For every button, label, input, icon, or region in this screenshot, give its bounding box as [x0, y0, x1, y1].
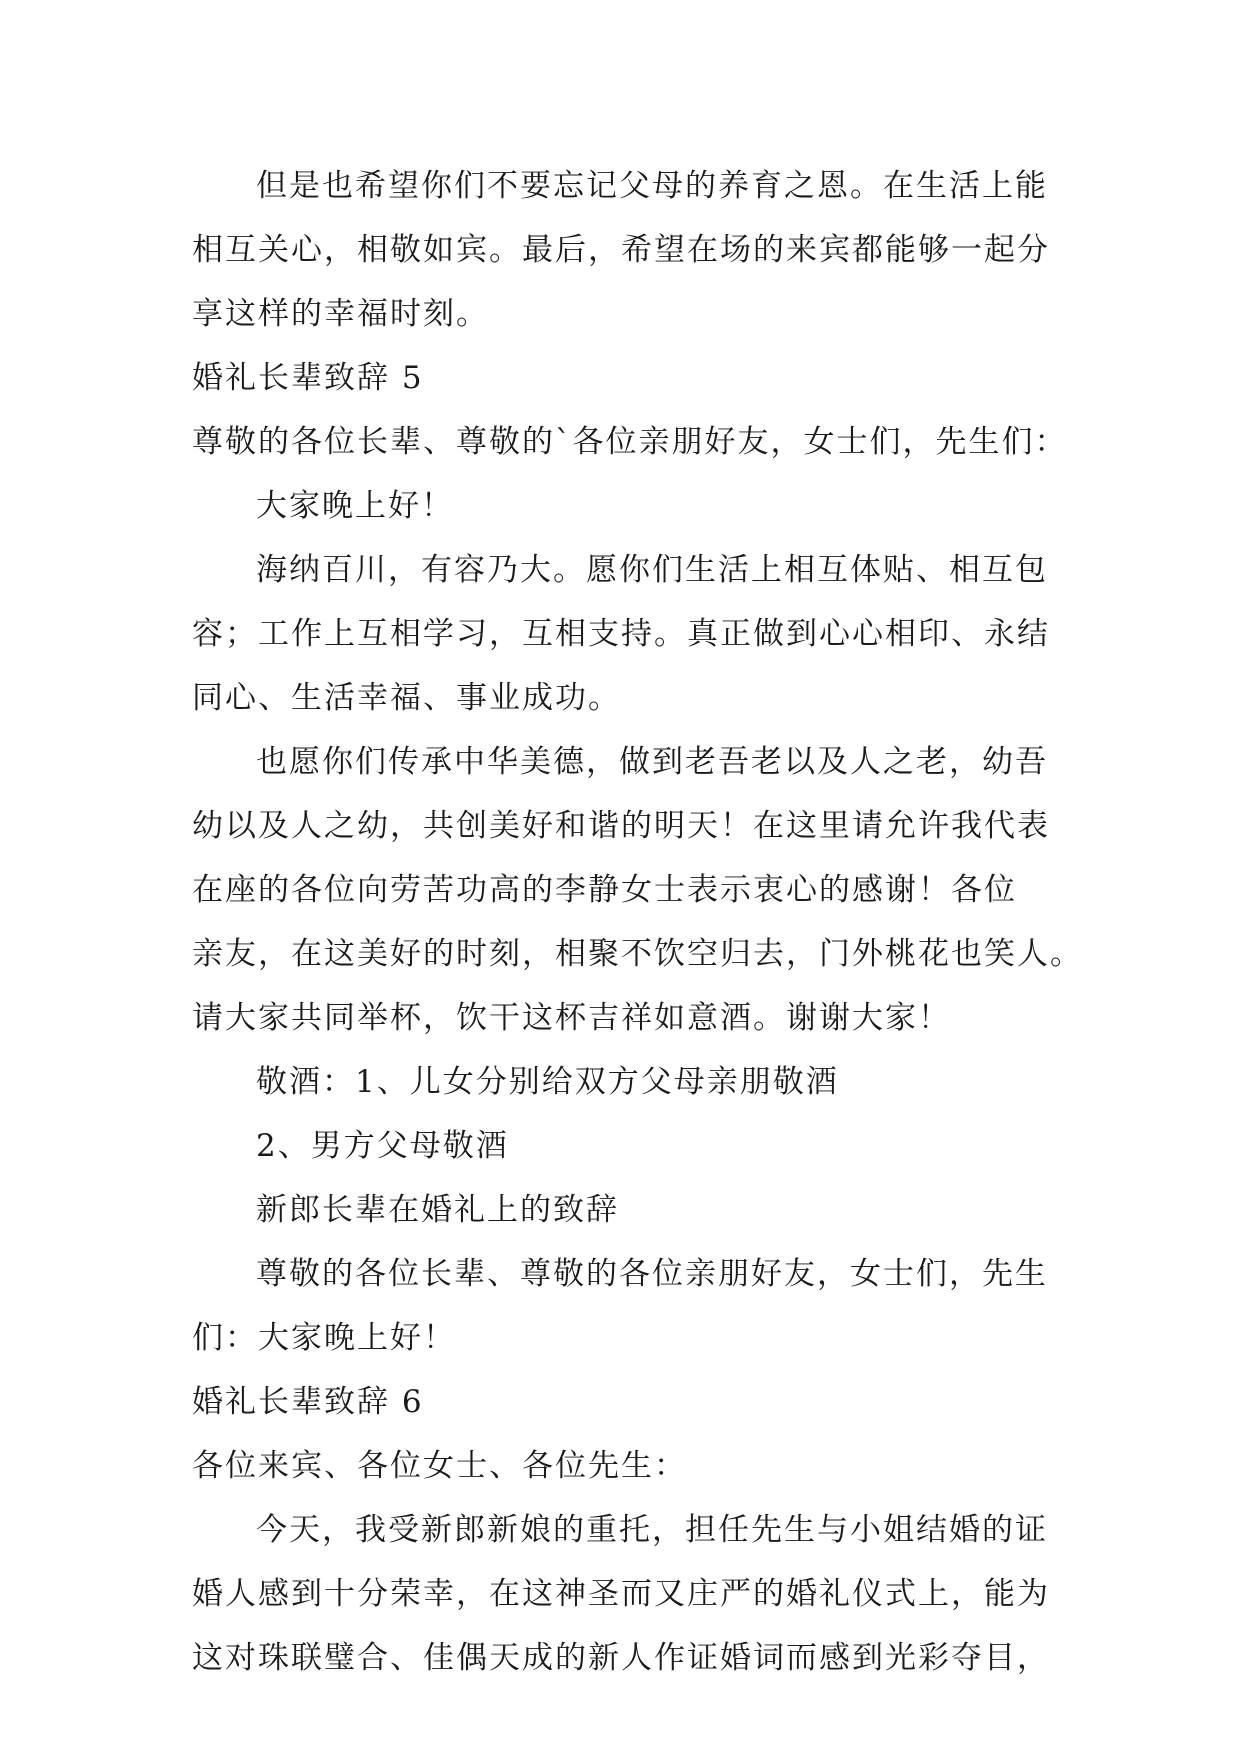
paragraph-line: 今天，我受新郎新娘的重托，担任先生与小姐结婚的证 — [256, 1512, 1048, 1548]
paragraph-line: 这对珠联璧合、佳偶天成的新人作证婚词而感到光彩夺目， — [192, 1640, 1050, 1676]
paragraph-line: 请大家共同举杯，饮干这杯吉祥如意酒。谢谢大家！ — [192, 1000, 951, 1036]
paragraph-line: 同心、生活幸福、事业成功。 — [192, 680, 621, 716]
paragraph-line: 享这样的幸福时刻。 — [192, 296, 489, 332]
paragraph-line: 但是也希望你们不要忘记父母的养育之恩。在生活上能 — [256, 168, 1048, 204]
salutation-line: 尊敬的各位长辈、尊敬的各位亲朋好友，女士们，先生 — [256, 1256, 1048, 1292]
section-heading: 婚礼长辈致辞 5 — [192, 360, 424, 396]
paragraph-line: 在座的各位向劳苦功高的李静女士表示衷心的感谢！各位 — [192, 872, 1017, 908]
salutation-line: 尊敬的各位长辈、尊敬的`各位亲朋好友，女士们，先生们： — [192, 424, 1068, 460]
section-heading: 婚礼长辈致辞 6 — [192, 1384, 424, 1420]
paragraph-line: 容；工作上互相学习，互相支持。真正做到心心相印、永结 — [192, 616, 1050, 652]
paragraph-line: 也愿你们传承中华美德，做到老吾老以及人之老，幼吾 — [256, 744, 1048, 780]
greeting-line: 大家晚上好！ — [256, 488, 454, 524]
greeting-line: 们：大家晚上好！ — [192, 1320, 456, 1356]
paragraph-line: 相互关心，相敬如宾。最后，希望在场的来宾都能够一起分 — [192, 232, 1050, 268]
paragraph-line: 亲友，在这美好的时刻，相聚不饮空归去，门外桃花也笑人。 — [192, 936, 1083, 972]
subheading-line: 新郎长辈在婚礼上的致辞 — [256, 1192, 619, 1228]
salutation-line: 各位来宾、各位女士、各位先生： — [192, 1448, 687, 1484]
toast-list-item: 2、男方父母敬酒 — [256, 1128, 509, 1164]
paragraph-line: 海纳百川，有容乃大。愿你们生活上相互体贴、相互包 — [256, 552, 1048, 588]
document-body — [192, 154, 1083, 1690]
paragraph-line: 婚人感到十分荣幸，在这神圣而又庄严的婚礼仪式上，能为 — [192, 1576, 1050, 1612]
paragraph-line: 幼以及人之幼，共创美好和谐的明天！在这里请允许我代表 — [192, 808, 1050, 844]
toast-list-item: 敬酒：1、儿女分别给双方父母亲朋敬酒 — [256, 1064, 839, 1100]
